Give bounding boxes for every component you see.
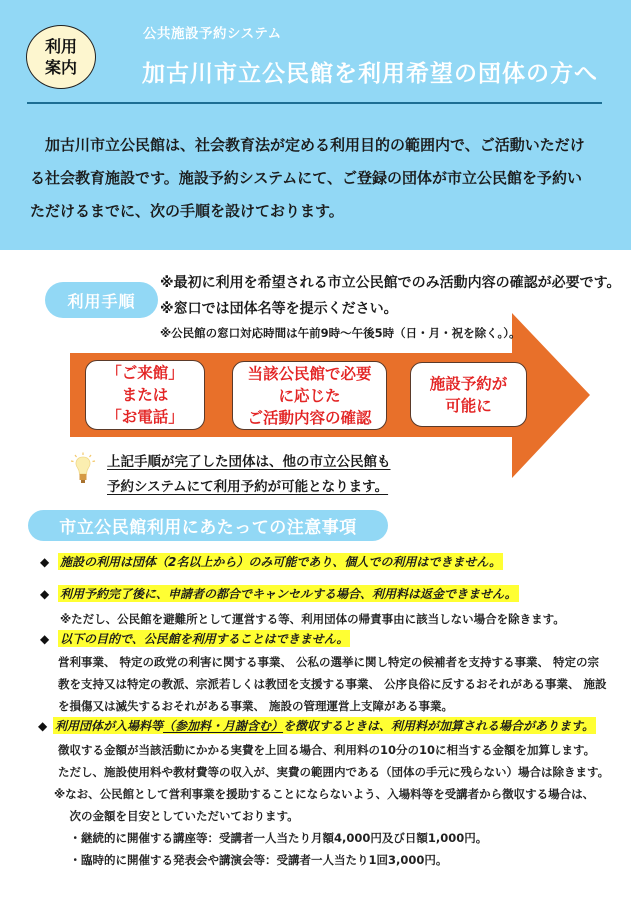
badge-line-1: 利用 <box>44 37 77 56</box>
notice-body-line: ・継続的に開催する講座等：受講者一人当たり月額4,000円及び日額1,000円。 <box>58 831 488 845</box>
tip-text <box>107 450 391 500</box>
step-text: 可能に <box>445 396 492 415</box>
diamond-bullet-icon: ◆ <box>40 631 50 646</box>
procedure-label: 利用手順 <box>45 282 158 318</box>
notice-highlight <box>53 717 596 734</box>
tip-line: 上記手順が完了した団体は、他の市立公民館も <box>107 454 391 470</box>
notice-body-line: ※なお、公民館として営利事業を援助することにならないよう、入場料等を受講者から徴収する場合は、 <box>54 787 595 801</box>
lightbulb-icon <box>70 452 96 486</box>
step-text: に応じた <box>278 386 341 405</box>
notice-body-line: 営利事業、 特定の政党の利害に関する事業、 公私の選挙に関し特定の候補者を支持する事業、 特定の宗 <box>58 655 600 669</box>
notice-highlight: 利用予約完了後に、申請者の都合でキャンセルする場合、利用料は返金できません。 <box>60 587 517 601</box>
page-title: 加古川市立公民館を利用希望の団体の方へ <box>142 61 598 87</box>
notice-body-line: 徴収する金額が当該活動にかかる実費を上回る場合、利用料の10分の10に相当する金額を加算します。 <box>58 743 596 757</box>
notice-item-3 <box>40 630 620 717</box>
tip-line: 予約システムにて利用予約が可能となります。 <box>107 479 389 495</box>
diamond-bullet-icon: ◆ <box>40 586 50 601</box>
step-activity-confirmation <box>232 361 387 430</box>
notice-body-line: ※ただし、公民館を避難所として運営する等、利用団体の帰責事由に該当しない場合を除きます。 <box>60 612 565 626</box>
step-reservation-enabled <box>410 362 527 427</box>
step-text: ご活動内容の確認 <box>247 408 372 427</box>
step-text: 当該公民館で必要 <box>247 364 372 383</box>
step-text: 施設予約が <box>429 374 508 393</box>
step-text: 「お電話」 <box>106 408 184 426</box>
step-text: または <box>121 386 169 404</box>
procedure-note: ※窓口では団体名等を提示ください。 <box>160 301 398 317</box>
badge-line-2: 案内 <box>44 58 77 77</box>
intro-line: ただけるまでに、次の手順を設けております。 <box>30 202 344 220</box>
notice-item-1 <box>40 553 620 570</box>
notice-body-line: ・臨時的に開催する発表会や講演会等：受講者一人当たり1回3,000円。 <box>58 853 448 867</box>
highlight-underlined-text: （参加料・月謝含む） <box>163 719 284 733</box>
notice-body-line: 次の金額を目安としていただいております。 <box>58 809 299 823</box>
notice-item-4 <box>38 717 618 871</box>
diamond-bullet-icon: ◆ <box>38 718 48 733</box>
step-visit-or-call <box>85 360 205 430</box>
notice-item-2 <box>40 585 620 630</box>
diamond-bullet-icon: ◆ <box>40 554 50 569</box>
hours-note: ※公民館の窓口対応時間は午前9時～午後5時（日・月・祝を除く。）。 <box>160 326 521 340</box>
procedure-notes <box>160 270 621 344</box>
system-subtitle: 公共施設予約システム <box>143 26 282 42</box>
notice-highlight: 施設の利用は団体（2名以上から）のみ可能であり、個人での利用はできません。 <box>60 555 502 569</box>
intro-line: る社会教育施設です。施設予約システムにて、ご登録の団体が市立公民館を予約い <box>30 169 583 187</box>
notice-highlight: 以下の目的で、公民館を利用することはできません。 <box>60 632 349 646</box>
notice-body-line: を損傷又は滅失するおそれがある事業、 施設の管理運営上支障がある事業。 <box>58 699 453 713</box>
highlight-text: 利用団体が入場料等 <box>55 719 164 733</box>
notice-body-line: 教を支持又は特定の教派、宗派若しくは教団を支援する事業、 公序良俗に反するおそれがある事業、 施設 <box>58 677 607 691</box>
step-text: 「ご来館」 <box>106 364 184 382</box>
intro-line: 加古川市立公民館は、社会教育法が定める利用目的の範囲内で、ご活動いただけ <box>30 136 585 154</box>
highlight-text: を徴収するときは、利用料が加算される場合があります。 <box>283 719 595 733</box>
procedure-note: ※最初に利用を希望される市立公民館でのみ活動内容の確認が必要です。 <box>160 275 621 291</box>
notice-heading: 市立公民館利用にあたっての注意事項 <box>28 510 388 541</box>
notice-body-line: ただし、施設使用料や教材費等の収入が、実費の範囲内である（団体の手元に残らない）場合は除きます。 <box>58 765 610 779</box>
